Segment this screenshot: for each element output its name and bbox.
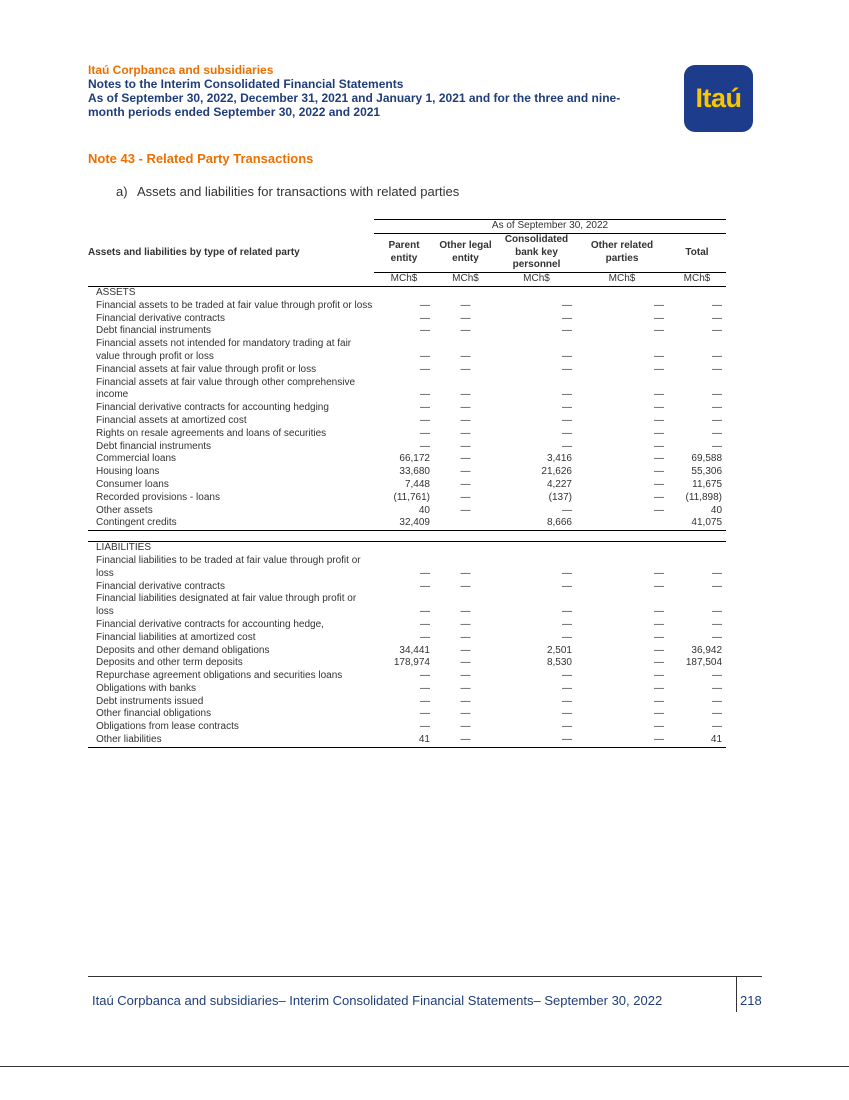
cell-parent: 33,680: [399, 466, 430, 478]
table-row: [88, 492, 726, 505]
note-title: Note 43 - Related Party Transactions: [88, 151, 314, 166]
row-label: Other liabilities: [88, 734, 374, 747]
cell-other-related: —: [654, 721, 664, 733]
cell-other-legal: —: [460, 389, 471, 401]
cell-other-legal: —: [460, 682, 471, 694]
cell-parent: —: [420, 389, 430, 401]
cell-total: —: [712, 580, 723, 592]
cell-other-legal: —: [460, 644, 471, 656]
cell-key-personnel: —: [562, 721, 572, 733]
cell-parent: —: [420, 312, 430, 324]
cell-parent: 32,409: [374, 517, 434, 530]
table-row: [88, 632, 726, 645]
cell-total: (11,898): [685, 491, 723, 503]
table-row: [88, 453, 726, 466]
cell-key-personnel: 21,626: [541, 466, 572, 478]
table-row: [88, 338, 726, 364]
row-header-label: Assets and liabilities by type of related party: [88, 246, 300, 258]
col-total: Total: [685, 246, 709, 258]
document-header: [88, 63, 658, 119]
footer-divider: [88, 976, 762, 977]
cell-total: —: [712, 631, 723, 643]
row-label: Financial derivative contracts: [96, 580, 225, 592]
unit-label: MCh$: [668, 273, 726, 287]
row-label: Obligations with banks: [96, 682, 197, 694]
cell-total: 187,504: [685, 657, 723, 669]
cell-other-related: —: [654, 402, 664, 414]
row-label: Consumer loans: [96, 478, 169, 490]
cell-other-related: —: [654, 657, 664, 669]
cell-other-legal: —: [460, 478, 471, 490]
cell-parent: 40: [418, 504, 430, 516]
cell-parent: —: [420, 708, 430, 720]
cell-other-related: —: [654, 670, 664, 682]
row-label: Commercial loans: [96, 453, 177, 465]
row-label: Deposits and other demand obligations: [96, 644, 270, 656]
cell-key-personnel: —: [562, 299, 572, 311]
table-row: [88, 479, 726, 492]
cell-total: —: [712, 312, 723, 324]
cell-other-legal: —: [460, 325, 471, 337]
cell-parent: 7,448: [404, 478, 430, 490]
cell-key-personnel: 2,501: [546, 644, 572, 656]
cell-other-legal: —: [460, 618, 471, 630]
row-label: Other assets: [96, 504, 153, 516]
cell-total: —: [712, 567, 723, 579]
table-row: [88, 619, 726, 632]
cell-other-legal: —: [434, 734, 497, 747]
col-key-personnel: Consolidated bank key personnel: [504, 233, 569, 271]
cell-key-personnel: —: [562, 325, 572, 337]
cell-other-legal: —: [460, 695, 471, 707]
related-party-table: [88, 219, 726, 748]
cell-total: 41,075: [668, 517, 726, 530]
cell-total: —: [712, 325, 723, 337]
cell-other-related: —: [654, 631, 664, 643]
cell-other-legal: —: [460, 402, 471, 414]
header-line-3: month periods ended September 30, 2022 and 2021: [88, 105, 381, 119]
table-row: [88, 505, 726, 518]
unit-label: MCh$: [497, 273, 576, 287]
row-label: Financial assets at amortized cost: [96, 414, 247, 426]
cell-total: —: [712, 363, 723, 375]
cell-total: —: [712, 402, 723, 414]
row-label: Repurchase agreement obligations and securities loans: [96, 670, 343, 682]
cell-key-personnel: —: [562, 618, 572, 630]
subtitle-text: Assets and liabilities for transactions with related parties: [137, 184, 460, 199]
cell-other-related: —: [654, 580, 664, 592]
row-label: Financial assets at fair value through profit or loss: [96, 363, 317, 375]
cell-total: —: [712, 670, 723, 682]
cell-other-related: —: [654, 567, 664, 579]
cell-total: —: [712, 708, 723, 720]
row-label: Financial assets not intended for mandatory trading at fair value through profit or loss: [96, 338, 352, 362]
table-row: [88, 377, 726, 403]
table-row: [88, 466, 726, 479]
row-label: Financial liabilities to be traded at fair value through profit or loss: [96, 554, 361, 579]
itau-logo: [684, 65, 753, 132]
cell-other-related: —: [654, 491, 664, 503]
row-label: Financial derivative contracts for accounting hedging: [96, 402, 329, 414]
row-label: Financial assets to be traded at fair value through profit or loss: [96, 299, 373, 311]
table-row: [88, 581, 726, 594]
table-row: [88, 708, 726, 721]
cell-key-personnel: —: [562, 708, 572, 720]
unit-label: MCh$: [374, 273, 434, 287]
row-label: Recorded provisions - loans: [96, 491, 220, 503]
cell-other-related: —: [654, 350, 664, 362]
row-label: Debt instruments issued: [96, 695, 204, 707]
cell-total: 11,675: [692, 478, 723, 490]
cell-key-personnel: —: [562, 389, 572, 401]
header-line-2: As of September 30, 2022, December 31, 2021 and January 1, 2021 and for the three and nine-: [88, 91, 621, 105]
cell-parent: 41: [374, 734, 434, 747]
cell-other-legal: —: [460, 631, 471, 643]
cell-key-personnel: —: [562, 402, 572, 414]
liabilities-section-label: LIABILITIES: [96, 542, 152, 554]
row-label: Financial derivative contracts: [96, 312, 225, 324]
cell-parent: —: [420, 402, 430, 414]
col-other-related: Other related parties: [590, 240, 654, 264]
logo-text: Itaú: [695, 83, 742, 113]
table-row: [88, 645, 726, 658]
page-bottom-rule: [0, 1066, 849, 1067]
page-number: 218: [740, 993, 762, 1008]
cell-other-related: —: [654, 325, 664, 337]
cell-other-legal: —: [460, 312, 471, 324]
cell-other-related: —: [654, 606, 664, 618]
cell-total: —: [712, 682, 723, 694]
cell-total: —: [712, 427, 723, 439]
cell-key-personnel: 8,666: [497, 517, 576, 530]
cell-total: —: [712, 440, 723, 452]
table-row: [88, 313, 726, 326]
cell-parent: —: [420, 299, 430, 311]
cell-other-legal: —: [460, 708, 471, 720]
assets-section-label: ASSETS: [96, 286, 136, 298]
row-label: Contingent credits: [88, 517, 374, 530]
cell-parent: —: [420, 567, 430, 579]
cell-parent: —: [420, 695, 430, 707]
table-row: [88, 300, 726, 313]
table-row: [88, 696, 726, 709]
cell-total: —: [712, 721, 723, 733]
row-label: Obligations from lease contracts: [96, 721, 239, 733]
cell-key-personnel: —: [562, 440, 572, 452]
cell-other-legal: —: [460, 721, 471, 733]
cell-other-legal: —: [460, 453, 471, 465]
cell-key-personnel: 4,227: [546, 478, 572, 490]
row-label: Deposits and other term deposits: [96, 657, 243, 669]
cell-key-personnel: —: [497, 734, 576, 747]
cell-other-related: —: [654, 363, 664, 375]
cell-other-related: —: [654, 708, 664, 720]
section-subtitle: [116, 184, 459, 199]
cell-parent: —: [420, 670, 430, 682]
cell-parent: 34,441: [399, 644, 430, 656]
cell-total: —: [712, 414, 723, 426]
col-parent-entity: Parent entity: [388, 240, 420, 264]
row-label: Rights on resale agreements and loans of securities: [96, 427, 327, 439]
row-label: Debt financial instruments: [96, 440, 212, 452]
cell-other-related: —: [654, 312, 664, 324]
cell-other-legal: —: [460, 440, 471, 452]
row-label: Financial derivative contracts for accounting hedge,: [96, 618, 324, 630]
cell-parent: —: [420, 414, 430, 426]
cell-other-legal: —: [460, 504, 471, 516]
cell-parent: 178,974: [393, 657, 430, 669]
cell-parent: —: [420, 325, 430, 337]
row-label: Housing loans: [96, 466, 160, 478]
cell-parent: —: [420, 580, 430, 592]
cell-total: —: [712, 618, 723, 630]
cell-parent: —: [420, 618, 430, 630]
table-row: [88, 721, 726, 734]
cell-parent: —: [420, 682, 430, 694]
cell-other-related: —: [654, 389, 664, 401]
cell-key-personnel: —: [562, 695, 572, 707]
cell-parent: (11,761): [393, 491, 430, 503]
table-row: [88, 364, 726, 377]
cell-total: —: [712, 695, 723, 707]
table-row: [88, 402, 726, 415]
unit-label: MCh$: [576, 273, 668, 287]
row-label: Other financial obligations: [96, 708, 212, 720]
company-name: Itaú Corpbanca and subsidiaries: [88, 63, 274, 77]
cell-total: —: [712, 606, 723, 618]
cell-other-legal: —: [460, 491, 471, 503]
cell-total: —: [712, 299, 723, 311]
cell-other-related: —: [654, 682, 664, 694]
cell-other-legal: [434, 517, 497, 530]
cell-key-personnel: (137): [548, 491, 572, 503]
cell-other-related: —: [654, 440, 664, 452]
row-label: Financial liabilities designated at fair value through profit or loss: [96, 593, 357, 618]
cell-other-related: —: [654, 466, 664, 478]
cell-other-related: —: [654, 504, 664, 516]
cell-parent: —: [420, 363, 430, 375]
cell-total: 69,588: [691, 453, 723, 465]
cell-parent: —: [420, 350, 430, 362]
cell-other-legal: —: [460, 466, 471, 478]
cell-key-personnel: —: [562, 631, 572, 643]
col-other-legal-entity: Other legal entity: [439, 240, 492, 264]
cell-parent: 66,172: [399, 453, 430, 465]
table-row: [88, 670, 726, 683]
cell-key-personnel: —: [562, 427, 572, 439]
cell-parent: —: [420, 427, 430, 439]
cell-other-legal: —: [460, 414, 471, 426]
cell-key-personnel: —: [562, 363, 572, 375]
header-line-1: Notes to the Interim Consolidated Financial Statements: [88, 77, 404, 91]
cell-total: 36,942: [691, 644, 723, 656]
cell-other-legal: —: [460, 427, 471, 439]
table-row: [88, 517, 726, 530]
cell-total: 40: [710, 504, 723, 516]
table-row: [88, 415, 726, 428]
cell-parent: —: [420, 721, 430, 733]
cell-other-related: —: [654, 618, 664, 630]
table-row: [88, 428, 726, 441]
table-row: [88, 657, 726, 670]
cell-total: 41: [668, 734, 726, 747]
table-row: [88, 734, 726, 747]
unit-label: MCh$: [434, 273, 497, 287]
cell-other-legal: —: [460, 580, 471, 592]
cell-key-personnel: —: [562, 414, 572, 426]
cell-other-legal: —: [460, 567, 471, 579]
cell-other-related: —: [654, 299, 664, 311]
row-label: Financial liabilities at amortized cost: [96, 631, 256, 643]
cell-other-legal: —: [460, 363, 471, 375]
footer-text: Itaú Corpbanca and subsidiaries– Interim Consolidated Financial Statements– September 30, 2022: [92, 993, 663, 1008]
subtitle-label: a): [116, 184, 128, 199]
section-gap: [88, 531, 726, 542]
row-label: Financial assets at fair value through other comprehensive income: [96, 376, 356, 401]
cell-key-personnel: —: [562, 682, 572, 694]
table-row: [88, 683, 726, 696]
cell-other-related: —: [654, 414, 664, 426]
table-row: [88, 555, 726, 581]
table-row: [88, 325, 726, 338]
cell-key-personnel: 8,530: [546, 657, 572, 669]
table-row: [88, 593, 726, 619]
cell-parent: —: [420, 440, 430, 452]
cell-key-personnel: 3,416: [546, 453, 572, 465]
cell-other-related: [576, 517, 668, 530]
cell-key-personnel: —: [562, 504, 572, 516]
cell-other-related: —: [576, 734, 668, 747]
cell-key-personnel: —: [562, 580, 572, 592]
cell-other-related: —: [654, 695, 664, 707]
cell-key-personnel: —: [562, 312, 572, 324]
cell-other-related: —: [654, 644, 664, 656]
cell-other-related: —: [654, 453, 664, 465]
cell-other-legal: —: [460, 350, 471, 362]
cell-total: 55,306: [691, 466, 723, 478]
cell-other-legal: —: [460, 606, 471, 618]
cell-other-related: —: [654, 427, 664, 439]
footer-separator: [736, 976, 737, 1012]
cell-key-personnel: —: [562, 670, 572, 682]
cell-parent: —: [420, 631, 430, 643]
cell-key-personnel: —: [562, 350, 572, 362]
cell-total: —: [712, 389, 723, 401]
cell-key-personnel: —: [562, 606, 572, 618]
cell-other-legal: —: [460, 670, 471, 682]
row-label: Debt financial instruments: [96, 325, 212, 337]
period-header: As of September 30, 2022: [374, 220, 726, 234]
cell-total: —: [712, 350, 723, 362]
table-row: [88, 441, 726, 454]
cell-other-related: —: [654, 478, 664, 490]
cell-key-personnel: —: [562, 567, 572, 579]
cell-parent: —: [420, 606, 430, 618]
cell-other-legal: —: [460, 299, 471, 311]
cell-other-legal: —: [460, 657, 471, 669]
